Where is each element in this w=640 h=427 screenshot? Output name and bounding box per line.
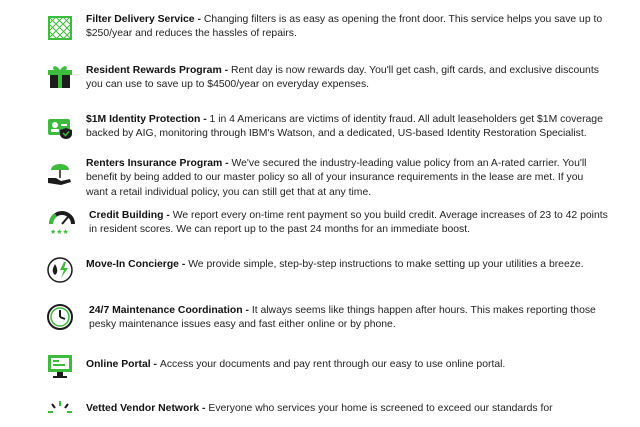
item-separator: - [242,305,252,316]
item-title: Renters Insurance Program [86,158,223,169]
gift-icon [46,63,74,91]
item-separator: - [178,259,189,270]
umbrella-hand-icon [46,158,74,186]
list-item-text [89,209,609,238]
filter-icon [46,14,74,42]
item-title: 24/7 Maintenance Coordination [89,305,243,316]
list-item-text [86,358,606,372]
item-separator: - [222,158,232,169]
item-body: It always seems like things happen after hours. This makes reporting those pesky maintenance issues easy and fast either online or by phone. [89,305,596,331]
item-body: We've secured the industry-leading value policy from an A-rated carrier. You'll benefit by being added to our master policy so all of your insurance requirements in the lease are met. If you want a retail individual policy, you can still get that at any time. [86,158,587,198]
item-title: Credit Building [89,210,164,221]
credit-gauge-icon [48,208,76,236]
item-title: Vetted Vendor Network [86,403,200,414]
item-body: We provide simple, step-by-step instructions to make setting up your utilities a breeze. [188,259,584,270]
list-item-text [86,113,606,142]
item-body: Everyone who services your home is screened to exceed our standards for [208,403,553,414]
item-body: 1 in 4 Americans are victims of identity fraud. All adult leaseholders get $1M coverage backed by AIG, monitoring through IBM's Watson, and a dedicated, US-based Identity Restoration Specialist. [86,114,603,140]
item-title: Filter Delivery Service [86,14,195,25]
list-item-text [86,258,588,272]
list-item-text [86,13,606,42]
list-item-text [86,402,606,416]
list-item-text [89,304,599,333]
item-separator: - [199,403,209,414]
list-item-text [86,157,608,200]
item-title: Online Portal [86,359,151,370]
item-body: Access your documents and pay rent through our easy to use online portal. [159,359,506,370]
identity-shield-icon [46,112,74,140]
item-separator: - [200,114,210,125]
item-separator: - [150,359,160,370]
portal-monitor-icon [46,352,74,380]
item-separator: - [163,210,173,221]
item-title: Resident Rewards Program [86,65,222,76]
vendor-spark-icon [46,399,74,427]
item-separator: - [221,65,231,76]
item-title: Move-In Concierge [86,259,179,270]
clock-icon [46,303,74,331]
item-separator: - [194,14,204,25]
item-body: Changing filters is as easy as opening the front door. This service helps you save up to $250/year and reduces the hassles of repairs. [86,14,603,40]
item-body: We report every on-time rent payment so you build credit. Average increases of 23 to 42 points in resident scores. We can report up to the past 24 months for an immediate boost. [89,210,608,236]
item-title: $1M Identity Protection [86,114,201,125]
list-item-text [86,64,606,93]
svg-text:★★★: ★★★ [50,228,69,236]
utilities-icon [46,256,74,284]
item-body: Rent day is now rewards day. You'll get cash, gift cards, and exclusive discounts you can use to save up to $4500/year on everyday expenses. [86,65,599,91]
